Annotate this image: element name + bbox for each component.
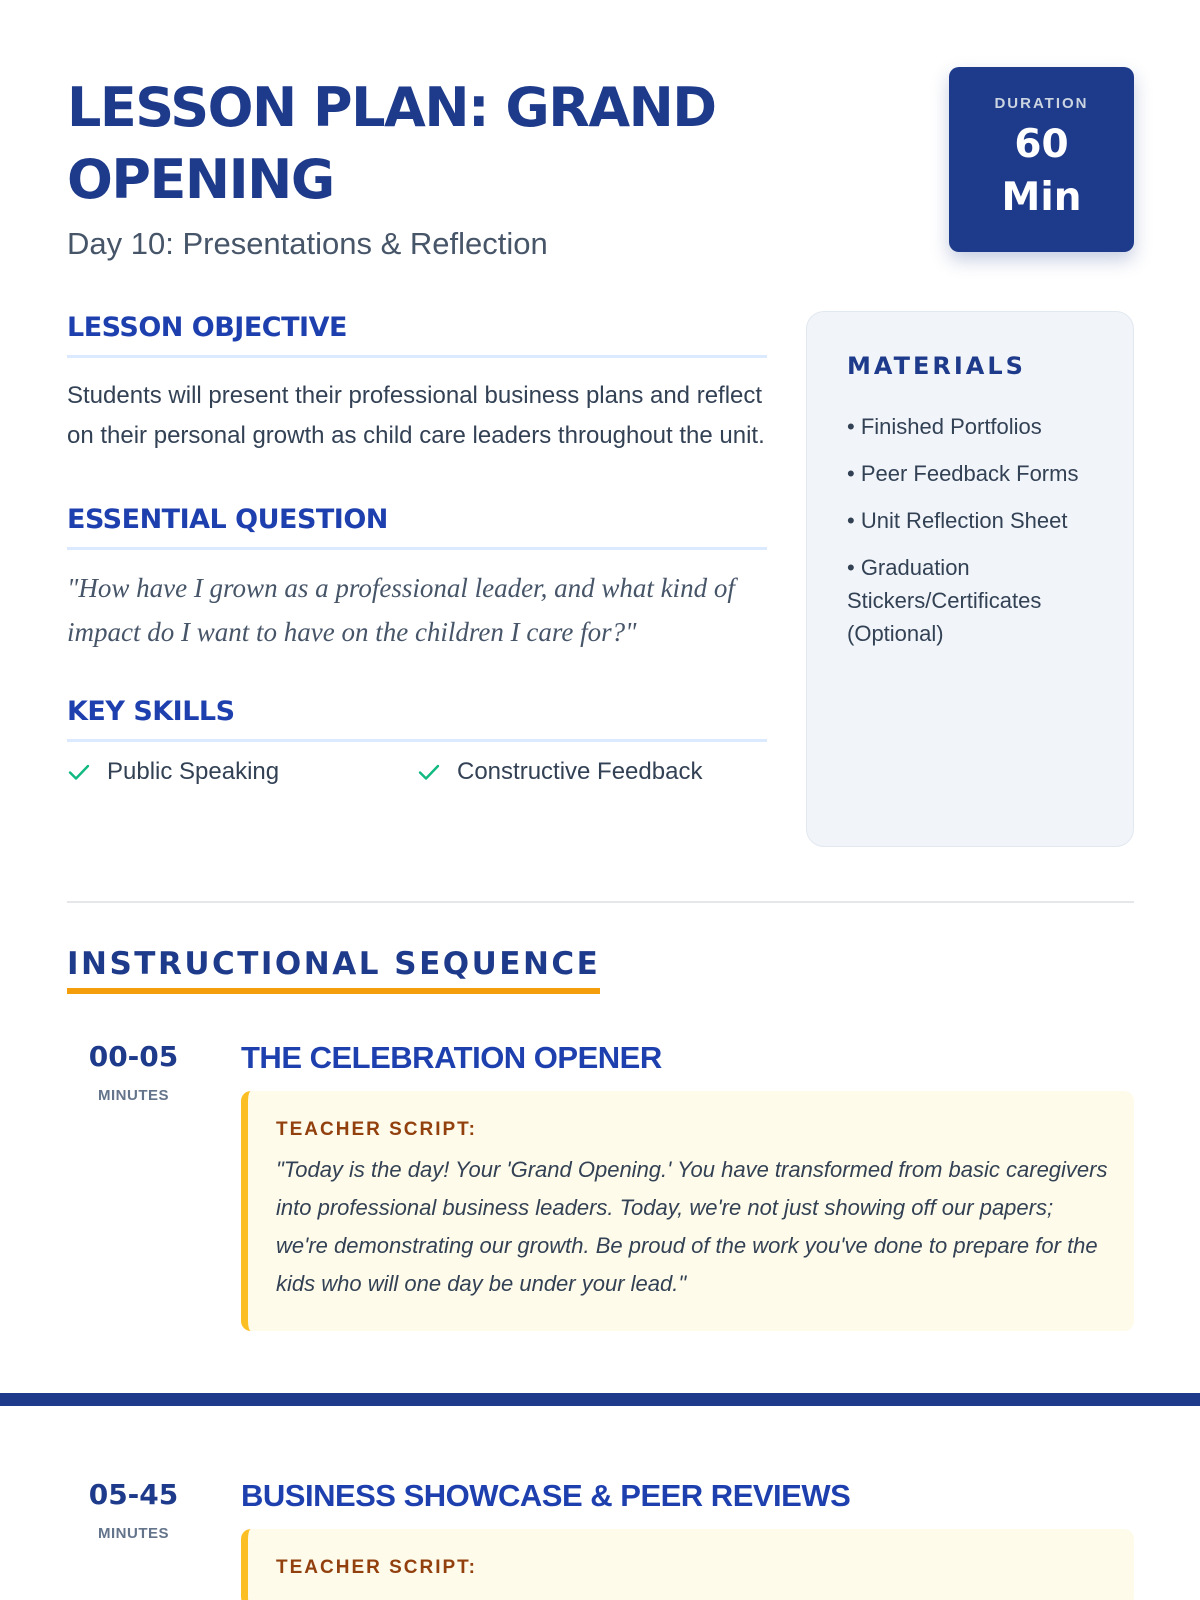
step-time-range: 05-45 <box>88 1478 179 1511</box>
step-time-unit: MINUTES <box>98 1525 169 1542</box>
materials-panel <box>806 311 1134 847</box>
duration-label: DURATION <box>994 95 1089 112</box>
objective-section <box>67 312 767 456</box>
step-title: BUSINESS SHOWCASE & PEER REVIEWS <box>241 1478 851 1513</box>
page-header <box>67 72 867 262</box>
skill-item <box>417 758 767 786</box>
page-subtitle: Day 10: Presentations & Reflection <box>67 226 548 261</box>
materials-item: • Peer Feedback Forms <box>847 461 1079 486</box>
duration-unit: Min <box>1001 175 1082 220</box>
key-skills-list <box>67 758 767 786</box>
check-icon <box>67 760 91 784</box>
page-break-band <box>0 1393 1200 1406</box>
key-skills-heading: KEY SKILLS <box>67 696 767 742</box>
page-title: LESSON PLAN: GRAND OPENING <box>67 76 716 211</box>
teacher-script-text: "Today is the day! Your 'Grand Opening.' You have transformed from basic caregivers into professional business leaders. Today, we're not just showing off our papers; we're demonstrating our growth. Be proud of the work you've done to prepare for the kids who will one day be under your lead." <box>276 1157 1108 1296</box>
step-title: THE CELEBRATION OPENER <box>241 1040 662 1075</box>
skill-item <box>67 758 417 786</box>
duration-value <box>949 118 1134 224</box>
objective-text: Students will present their professional business plans and reflect on their personal growth as child care leaders throughout the unit. <box>67 382 765 449</box>
section-divider <box>67 901 1134 903</box>
materials-list <box>847 410 1093 650</box>
skill-label: Public Speaking <box>107 758 280 785</box>
essential-question-text: "How have I grown as a professional leader, and what kind of impact do I want to have on the children I care for?" <box>67 573 735 647</box>
teacher-script <box>241 1091 1134 1331</box>
teacher-script <box>241 1529 1134 1600</box>
objective-heading: LESSON OBJECTIVE <box>67 312 767 358</box>
materials-item: • Unit Reflection Sheet <box>847 508 1068 533</box>
step-body <box>241 1478 1134 1600</box>
materials-item: • Graduation Stickers/Certificates (Optional) <box>847 555 1042 646</box>
materials-item: • Finished Portfolios <box>847 414 1042 439</box>
key-skills-section <box>67 696 767 786</box>
duration-number: 60 <box>1014 122 1069 167</box>
skill-label: Constructive Feedback <box>457 758 703 785</box>
essential-question-section <box>67 504 767 654</box>
materials-heading: MATERIALS <box>847 352 1026 380</box>
duration-badge <box>949 67 1134 252</box>
essential-question-heading: ESSENTIAL QUESTION <box>67 504 767 550</box>
step-time-unit: MINUTES <box>98 1087 169 1104</box>
step-body <box>241 1040 1134 1331</box>
teacher-script-label: TEACHER SCRIPT: <box>276 1119 478 1140</box>
sequence-heading: INSTRUCTIONAL SEQUENCE <box>67 946 600 994</box>
teacher-script-label: TEACHER SCRIPT: <box>276 1557 478 1578</box>
lesson-details <box>67 312 767 786</box>
check-icon <box>417 760 441 784</box>
step-time-range: 00-05 <box>88 1040 179 1073</box>
step-time <box>67 1478 200 1542</box>
step-time <box>67 1040 200 1104</box>
